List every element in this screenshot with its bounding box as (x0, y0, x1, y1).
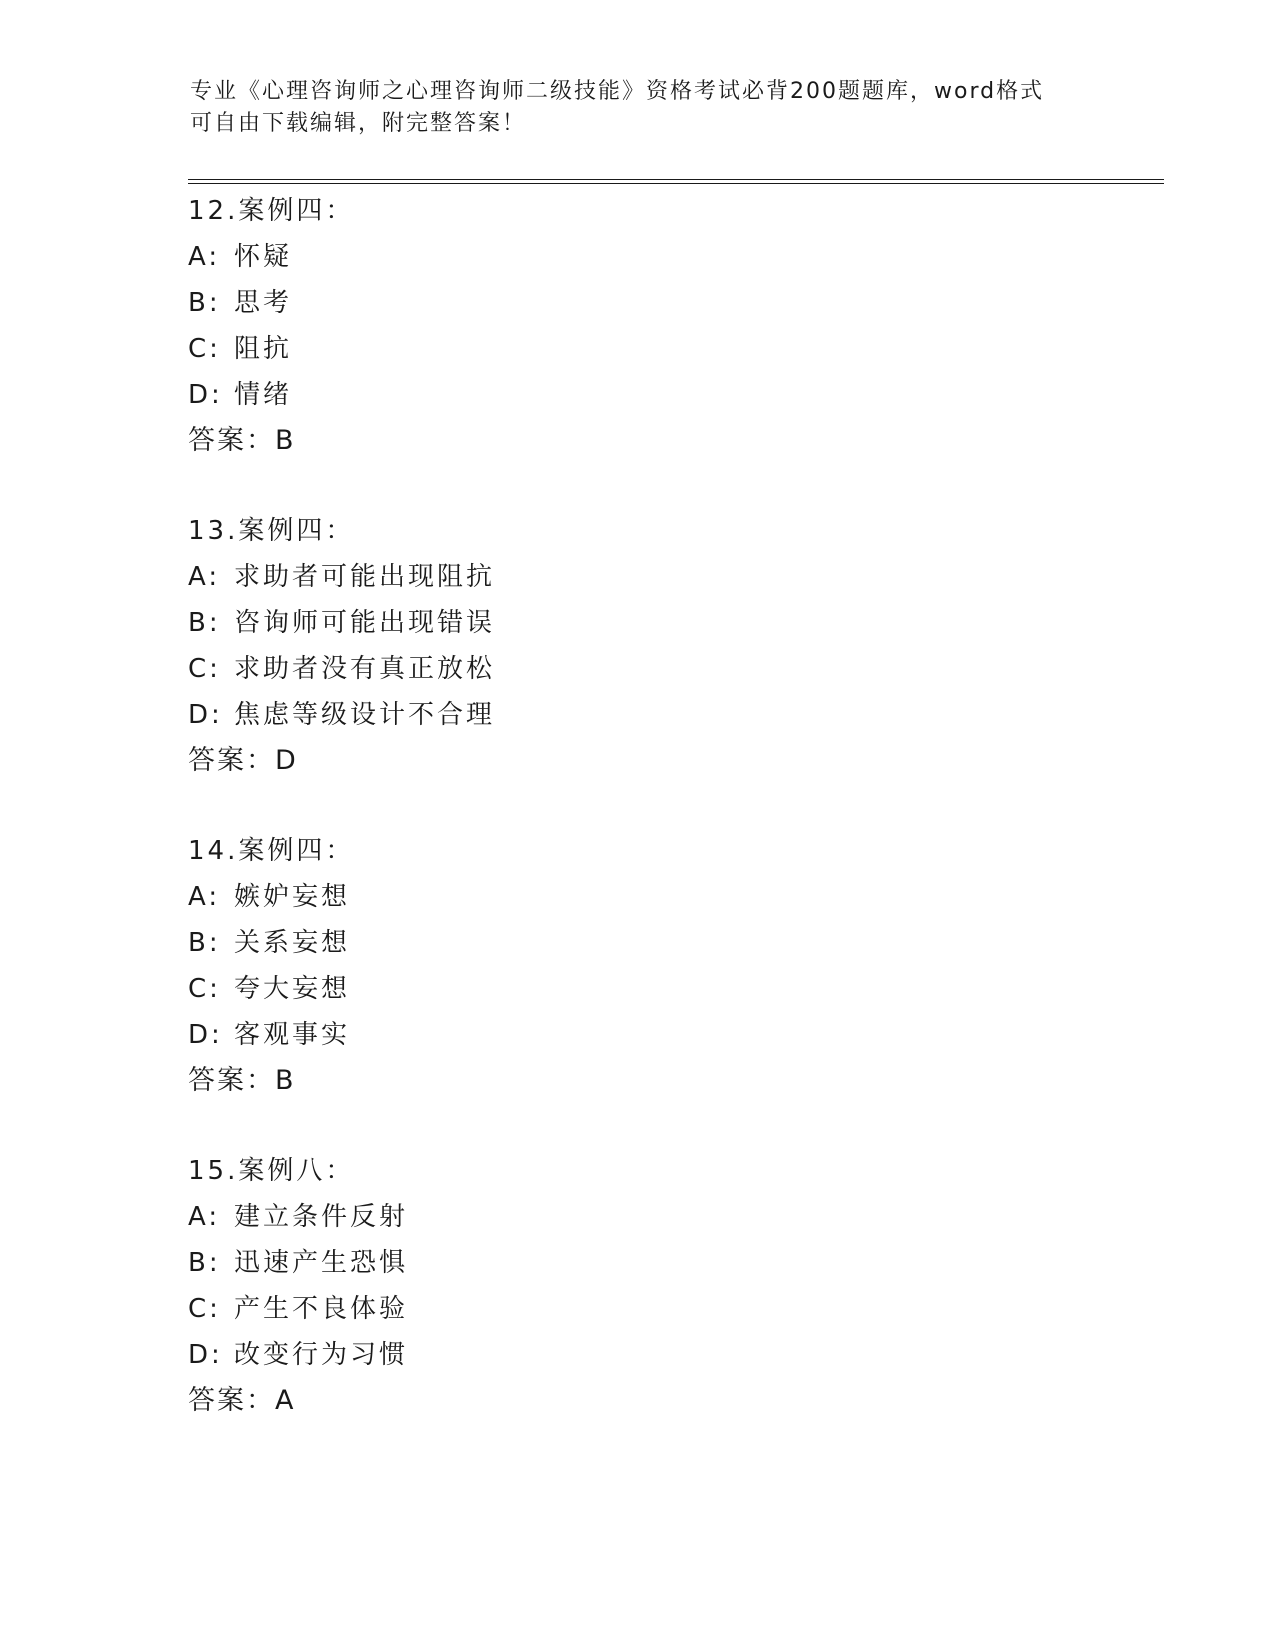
option-text: 关系妄想 (234, 928, 351, 958)
header-divider (188, 179, 1164, 184)
question-title: 15.案例八： (188, 1156, 355, 1186)
option-letter: D: (188, 1020, 223, 1050)
option-a (188, 234, 988, 280)
option-d (188, 1332, 988, 1378)
option-a (188, 874, 988, 920)
option-letter: D: (188, 380, 223, 410)
option-text: 产生不良体验 (234, 1294, 409, 1324)
question-12 (188, 188, 988, 464)
option-c (188, 1286, 988, 1332)
option-text: 怀疑 (234, 242, 293, 272)
option-letter: C: (188, 654, 221, 684)
option-text: 迅速产生恐惧 (234, 1248, 409, 1278)
option-text: 阻抗 (234, 334, 293, 364)
option-letter: B: (188, 1248, 221, 1278)
option-letter: B: (188, 928, 221, 958)
option-text: 改变行为习惯 (234, 1340, 409, 1370)
option-letter: B: (188, 608, 221, 638)
option-letter: D: (188, 1340, 223, 1370)
answer-line: 答案：A (188, 1385, 296, 1416)
option-letter: C: (188, 334, 221, 364)
option-letter: C: (188, 974, 221, 1004)
answer-line: 答案：B (188, 425, 296, 456)
answer-line: 答案：D (188, 745, 298, 776)
option-text: 夸大妄想 (234, 974, 351, 1004)
option-b (188, 280, 988, 326)
question-15 (188, 1148, 988, 1424)
option-text: 客观事实 (234, 1020, 351, 1050)
option-letter: A: (188, 562, 221, 592)
option-text: 求助者没有真正放松 (234, 654, 496, 684)
option-text: 情绪 (234, 380, 293, 410)
option-text: 焦虑等级设计不合理 (234, 700, 496, 730)
question-title: 14.案例四： (188, 836, 355, 866)
option-text: 咨询师可能出现错误 (234, 608, 496, 638)
option-c (188, 326, 988, 372)
option-letter: A: (188, 242, 221, 272)
option-text: 思考 (234, 288, 293, 318)
option-d (188, 692, 988, 738)
option-c (188, 966, 988, 1012)
document-header (190, 76, 1090, 140)
option-d (188, 1012, 988, 1058)
option-letter: A: (188, 882, 221, 912)
question-title: 13.案例四： (188, 516, 355, 546)
option-letter: D: (188, 700, 223, 730)
question-14 (188, 828, 988, 1104)
option-letter: A: (188, 1202, 221, 1232)
option-letter: B: (188, 288, 221, 318)
option-text: 求助者可能出现阻抗 (234, 562, 496, 592)
header-line-1: 专业《心理咨询师之心理咨询师二级技能》资格考试必背200题题库，word格式 (190, 79, 1045, 104)
option-text: 建立条件反射 (234, 1202, 409, 1232)
answer-line: 答案：B (188, 1065, 296, 1096)
option-b (188, 600, 988, 646)
option-a (188, 1194, 988, 1240)
option-letter: C: (188, 1294, 221, 1324)
option-b (188, 1240, 988, 1286)
question-title: 12.案例四： (188, 196, 355, 226)
option-d (188, 372, 988, 418)
option-c (188, 646, 988, 692)
header-line-2: 可自由下载编辑，附完整答案！ (190, 111, 527, 136)
question-13 (188, 508, 988, 784)
option-a (188, 554, 988, 600)
option-text: 嫉妒妄想 (234, 882, 351, 912)
option-b (188, 920, 988, 966)
